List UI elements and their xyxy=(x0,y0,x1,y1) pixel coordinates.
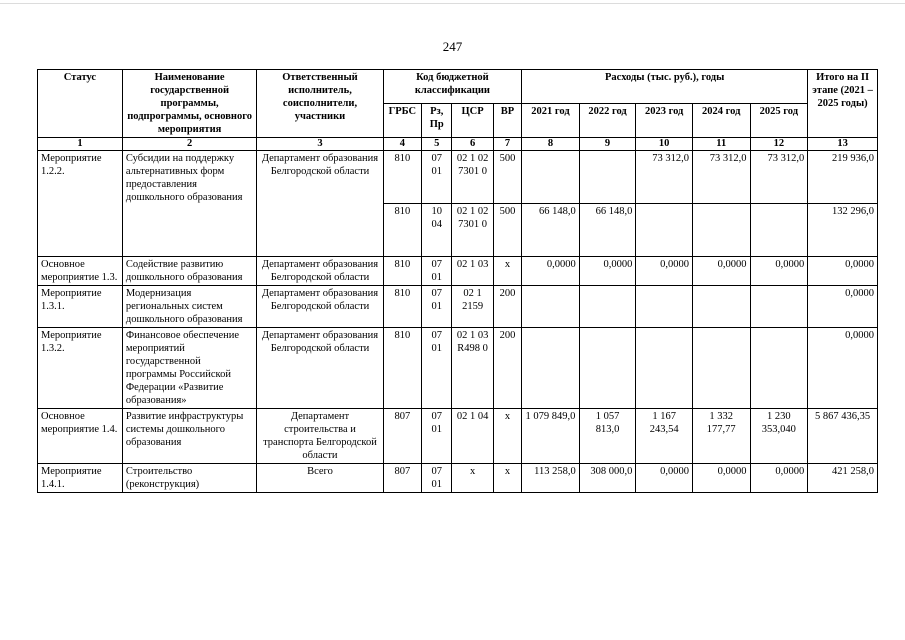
cell-2024: 0,0000 xyxy=(692,464,750,493)
row-name: Развитие инфраструктуры системы дошкольного образования xyxy=(122,409,256,464)
row-name: Содействие развитию дошкольного образования xyxy=(122,257,256,286)
cell-2025: 0,0000 xyxy=(750,257,808,286)
column-number: 6 xyxy=(452,138,493,151)
table-row xyxy=(38,464,878,493)
cell-2021: 0,0000 xyxy=(522,257,580,286)
cell-2021: 66 148,0 xyxy=(522,204,580,257)
page-number: 247 xyxy=(442,39,463,54)
column-number: 3 xyxy=(257,138,383,151)
cell-rzpr: 07 01 xyxy=(422,409,452,464)
row-status: Мероприятие 1.3.1. xyxy=(38,286,123,328)
cell-grbs: 810 xyxy=(383,257,421,286)
row-status: Мероприятие 1.3.2. xyxy=(38,328,123,409)
cell-vr: х xyxy=(493,257,521,286)
row-name: Строительство (реконструкция) xyxy=(122,464,256,493)
cell-2024 xyxy=(692,204,750,257)
header-2024: 2024 год xyxy=(692,104,750,138)
cell-total: 0,0000 xyxy=(808,257,878,286)
column-number: 12 xyxy=(750,138,808,151)
cell-2025 xyxy=(750,328,808,409)
cell-grbs: 810 xyxy=(383,286,421,328)
cell-vr: х xyxy=(493,464,521,493)
table-row xyxy=(38,257,878,286)
header-grbs: ГРБС xyxy=(383,104,421,138)
cell-total: 0,0000 xyxy=(808,286,878,328)
cell-2022: 0,0000 xyxy=(579,257,636,286)
cell-2021: 1 079 849,0 xyxy=(522,409,580,464)
cell-2022 xyxy=(579,151,636,204)
cell-csr: 02 1 03 R498 0 xyxy=(452,328,493,409)
cell-csr: 02 1 2159 xyxy=(452,286,493,328)
header-budget-code: Код бюджетной классификации xyxy=(383,70,521,104)
cell-2023: 1 167 243,54 xyxy=(636,409,693,464)
header-2021: 2021 год xyxy=(522,104,580,138)
cell-vr: х xyxy=(493,409,521,464)
cell-2025 xyxy=(750,204,808,257)
cell-grbs: 810 xyxy=(383,328,421,409)
cell-2024: 73 312,0 xyxy=(692,151,750,204)
cell-grbs: 810 xyxy=(383,204,421,257)
table-row xyxy=(38,286,878,328)
cell-2025: 1 230 353,040 xyxy=(750,409,808,464)
cell-total: 5 867 436,35 xyxy=(808,409,878,464)
table-row xyxy=(38,409,878,464)
column-number: 5 xyxy=(422,138,452,151)
column-number: 11 xyxy=(692,138,750,151)
cell-2022 xyxy=(579,286,636,328)
cell-total: 0,0000 xyxy=(808,328,878,409)
cell-2023 xyxy=(636,204,693,257)
row-status: Основное мероприятие 1.3. xyxy=(38,257,123,286)
budget-table xyxy=(37,69,878,493)
cell-rzpr: 07 01 xyxy=(422,286,452,328)
cell-csr: 02 1 04 xyxy=(452,409,493,464)
cell-total: 219 936,0 xyxy=(808,151,878,204)
cell-2023 xyxy=(636,328,693,409)
column-number: 9 xyxy=(579,138,636,151)
cell-total: 421 258,0 xyxy=(808,464,878,493)
cell-csr: х xyxy=(452,464,493,493)
row-responsible: Департамент образования Белгородской области xyxy=(257,151,383,257)
cell-2024 xyxy=(692,328,750,409)
column-number: 1 xyxy=(38,138,123,151)
column-number: 13 xyxy=(808,138,878,151)
column-number: 4 xyxy=(383,138,421,151)
column-number: 10 xyxy=(636,138,693,151)
cell-2023: 0,0000 xyxy=(636,257,693,286)
header-name: Наименование государственной программы, подпрограммы, основного мероприятия xyxy=(122,70,256,138)
cell-vr: 500 xyxy=(493,204,521,257)
header-2023: 2023 год xyxy=(636,104,693,138)
header-rzpr: Рз, Пр xyxy=(422,104,452,138)
column-number: 8 xyxy=(522,138,580,151)
cell-2021: 113 258,0 xyxy=(522,464,580,493)
row-status: Мероприятие 1.4.1. xyxy=(38,464,123,493)
header-2025: 2025 год xyxy=(750,104,808,138)
cell-grbs: 810 xyxy=(383,151,421,204)
cell-2024: 0,0000 xyxy=(692,257,750,286)
column-number-row xyxy=(38,138,878,151)
header-vr: ВР xyxy=(493,104,521,138)
cell-total: 132 296,0 xyxy=(808,204,878,257)
row-responsible: Всего xyxy=(257,464,383,493)
cell-rzpr: 07 01 xyxy=(422,464,452,493)
table-row xyxy=(38,328,878,409)
cell-vr: 500 xyxy=(493,151,521,204)
row-responsible: Департамент строительства и транспорта Белгородской области xyxy=(257,409,383,464)
cell-vr: 200 xyxy=(493,328,521,409)
cell-2022: 308 000,0 xyxy=(579,464,636,493)
column-number: 7 xyxy=(493,138,521,151)
cell-csr: 02 1 02 7301 0 xyxy=(452,151,493,204)
cell-2023: 0,0000 xyxy=(636,464,693,493)
cell-2025: 0,0000 xyxy=(750,464,808,493)
cell-rzpr: 07 01 xyxy=(422,328,452,409)
header-csr: ЦСР xyxy=(452,104,493,138)
header-2022: 2022 год xyxy=(579,104,636,138)
row-status: Основное мероприятие 1.4. xyxy=(38,409,123,464)
cell-rzpr: 07 01 xyxy=(422,257,452,286)
cell-csr: 02 1 02 7301 0 xyxy=(452,204,493,257)
column-number: 2 xyxy=(122,138,256,151)
cell-2023 xyxy=(636,286,693,328)
row-status: Мероприятие 1.2.2. xyxy=(38,151,123,257)
row-name: Модернизация региональных систем дошкольного образования xyxy=(122,286,256,328)
table-header xyxy=(38,70,878,151)
cell-2022: 1 057 813,0 xyxy=(579,409,636,464)
row-responsible: Департамент образования Белгородской области xyxy=(257,257,383,286)
cell-2025: 73 312,0 xyxy=(750,151,808,204)
row-name: Финансовое обеспечение мероприятий государственной программы Российской Федерации «Развитие образования» xyxy=(122,328,256,409)
cell-2021 xyxy=(522,328,580,409)
cell-2021 xyxy=(522,286,580,328)
row-responsible: Департамент образования Белгородской области xyxy=(257,328,383,409)
cell-2025 xyxy=(750,286,808,328)
cell-2022 xyxy=(579,328,636,409)
row-name: Субсидии на поддержку альтернативных форм предоставления дошкольного образования xyxy=(122,151,256,257)
cell-2024: 1 332 177,77 xyxy=(692,409,750,464)
cell-vr: 200 xyxy=(493,286,521,328)
cell-2024 xyxy=(692,286,750,328)
cell-grbs: 807 xyxy=(383,409,421,464)
cell-grbs: 807 xyxy=(383,464,421,493)
cell-csr: 02 1 03 xyxy=(452,257,493,286)
header-responsible: Ответственный исполнитель, соисполнители, участники xyxy=(257,70,383,138)
header-expenses: Расходы (тыс. руб.), годы xyxy=(522,70,808,104)
row-responsible: Департамент образования Белгородской области xyxy=(257,286,383,328)
cell-2023: 73 312,0 xyxy=(636,151,693,204)
cell-2021 xyxy=(522,151,580,204)
cell-2022: 66 148,0 xyxy=(579,204,636,257)
header-total: Итого на II этапе (2021 – 2025 годы) xyxy=(808,70,878,138)
cell-rzpr: 10 04 xyxy=(422,204,452,257)
top-rule xyxy=(0,3,905,4)
header-status: Статус xyxy=(38,70,123,138)
cell-rzpr: 07 01 xyxy=(422,151,452,204)
table-row xyxy=(38,151,878,204)
